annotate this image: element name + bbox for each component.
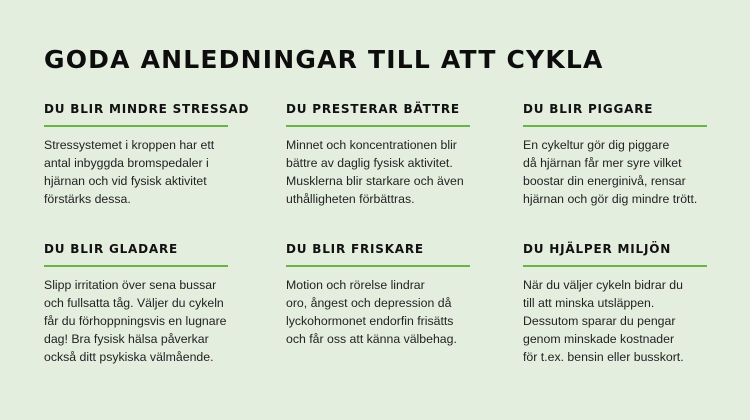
body-line: hjärnan och vid fysisk aktivitet bbox=[44, 174, 207, 188]
section-divider bbox=[44, 125, 228, 127]
body-line: oro, ångest och depression då bbox=[286, 296, 452, 310]
body-line: Motion och rörelse lindrar bbox=[286, 278, 425, 292]
section-body bbox=[44, 276, 230, 366]
section-heading: DU BLIR FRISKARE bbox=[286, 242, 424, 256]
section-performance bbox=[286, 101, 472, 208]
section-body bbox=[286, 136, 472, 208]
body-line: antal inbyggda bromspedaler i bbox=[44, 156, 209, 170]
section-divider bbox=[523, 125, 707, 127]
section-stress bbox=[44, 101, 250, 208]
section-energy bbox=[523, 101, 709, 208]
page-title: GODA ANLEDNINGAR TILL ATT CYKLA bbox=[44, 45, 604, 74]
section-divider bbox=[523, 265, 707, 267]
body-line: Minnet och koncentrationen blir bbox=[286, 138, 457, 152]
section-divider bbox=[286, 265, 470, 267]
section-heading: DU HJÄLPER MILJÖN bbox=[523, 242, 672, 256]
body-line: förstärks dessa. bbox=[44, 192, 131, 206]
body-line: Slipp irritation över sena bussar bbox=[44, 278, 217, 292]
body-line: hjärnan och gör dig mindre trött. bbox=[523, 192, 698, 206]
section-divider bbox=[286, 125, 470, 127]
section-environment bbox=[523, 241, 709, 366]
body-line: lyckohormonet endorfin frisätts bbox=[286, 314, 454, 328]
section-heading: DU PRESTERAR BÄTTRE bbox=[286, 102, 460, 116]
body-line: får du förhoppningsvis en lugnare bbox=[44, 314, 227, 328]
section-body bbox=[523, 136, 709, 208]
section-body bbox=[44, 136, 230, 208]
section-heading: DU BLIR GLADARE bbox=[44, 242, 179, 256]
section-happiness bbox=[44, 241, 230, 366]
body-line: När du väljer cykeln bidrar du bbox=[523, 278, 683, 292]
body-line: Musklerna blir starkare och även bbox=[286, 174, 464, 188]
body-line: genom minskade kostnader bbox=[523, 332, 675, 346]
section-body bbox=[286, 276, 472, 348]
section-heading: DU BLIR MINDRE STRESSAD bbox=[44, 102, 250, 116]
body-line: och fullsatta tåg. Väljer du cykeln bbox=[44, 296, 224, 310]
section-heading: DU BLIR PIGGARE bbox=[523, 102, 654, 116]
body-line: Stressystemet i kroppen har ett bbox=[44, 138, 215, 152]
body-line: till att minska utsläppen. bbox=[523, 296, 655, 310]
body-line: dag! Bra fysisk hälsa påverkar bbox=[44, 332, 209, 346]
body-line: Dessutom sparar du pengar bbox=[523, 314, 676, 328]
section-body bbox=[523, 276, 709, 366]
body-line: för t.ex. bensin eller busskort. bbox=[523, 350, 684, 364]
body-line: också ditt psykiska välmående. bbox=[44, 350, 214, 364]
section-health bbox=[286, 241, 472, 348]
body-line: En cykeltur gör dig piggare bbox=[523, 138, 670, 152]
body-line: då hjärnan får mer syre vilket bbox=[523, 156, 682, 170]
body-line: uthålligheten förbättras. bbox=[286, 192, 415, 206]
section-divider bbox=[44, 265, 228, 267]
body-line: och får oss att känna välbehag. bbox=[286, 332, 457, 346]
body-line: boostar din energinivå, rensar bbox=[523, 174, 686, 188]
body-line: bättre av daglig fysisk aktivitet. bbox=[286, 156, 453, 170]
